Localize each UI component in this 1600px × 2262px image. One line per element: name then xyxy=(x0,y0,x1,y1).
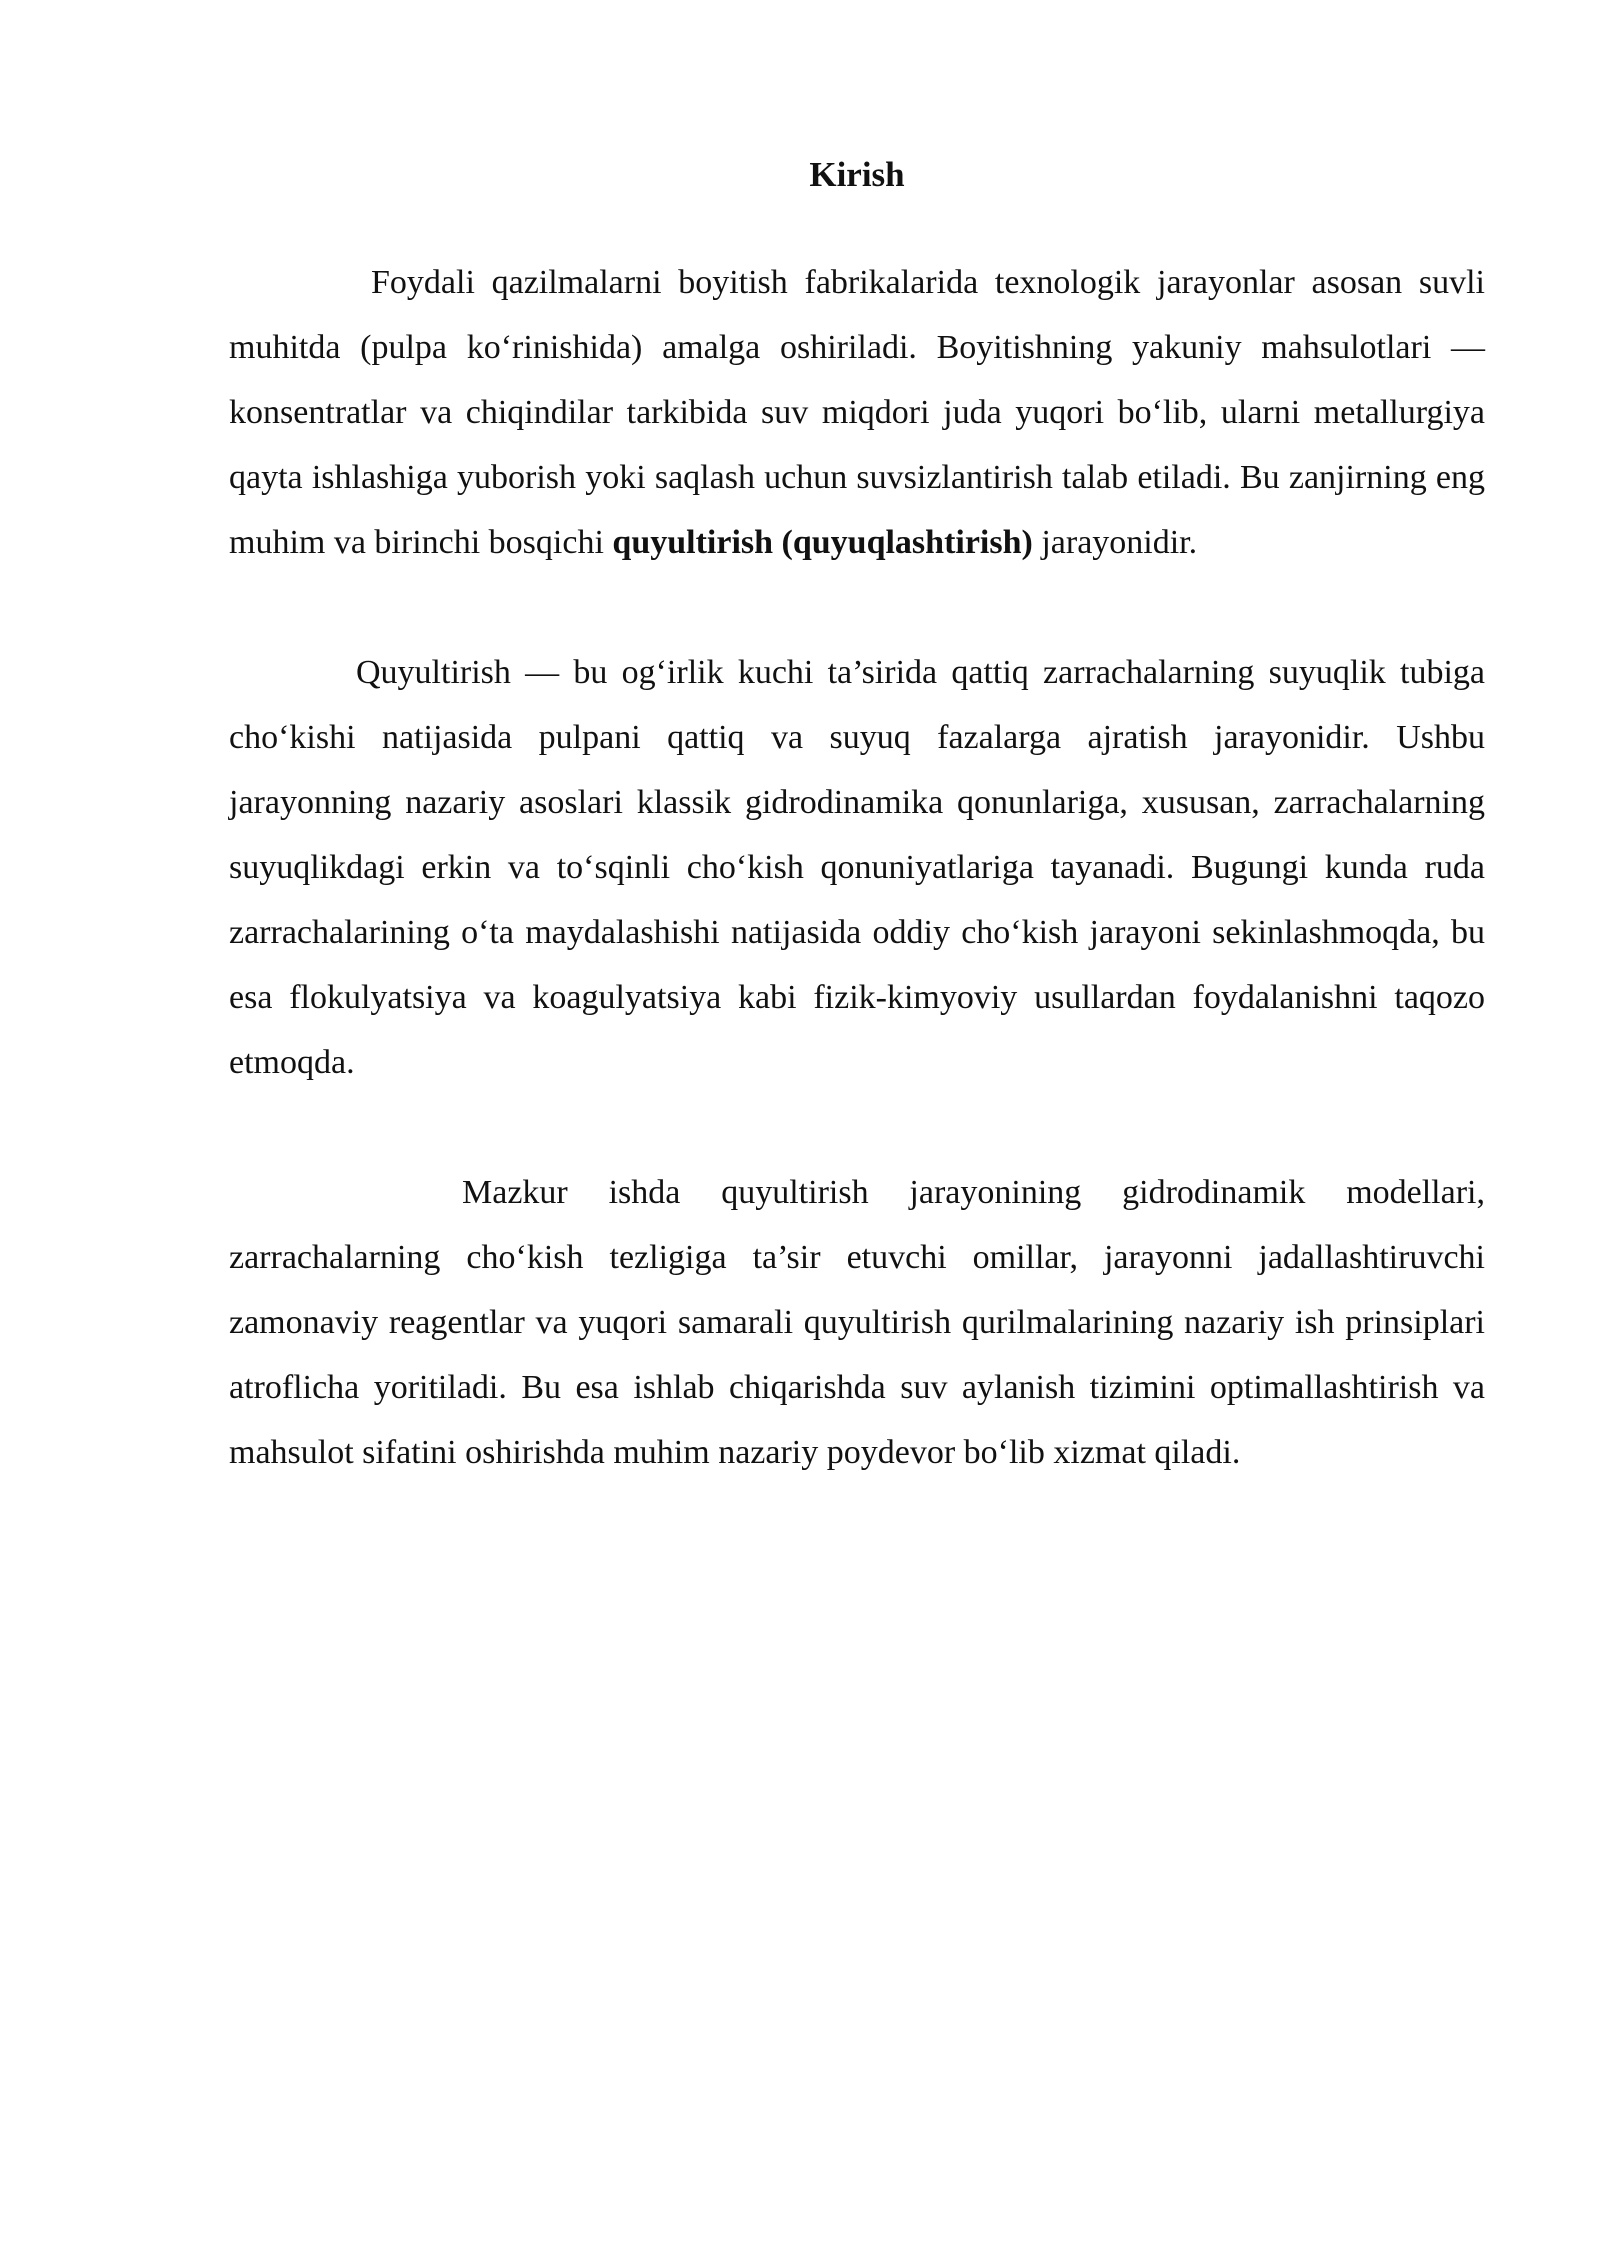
paragraph-1-bold-term: quyultirish (quyuqlashtirish) xyxy=(612,524,1033,561)
intro-paragraph-2: Quyultirish — bu og‘irlik kuchi ta’sirida qattiq zarrachalarning suyuqlik tubiga cho‘kishi natijasida pulpani qattiq va suyuq fazalarga ajratish jarayonidir. Ushbu jarayonning nazariy asoslari klassik gidrodinamika qonunlariga, xususan, zarrachalarning suyuqlikdagi erkin va to‘sqinli cho‘kish qonuniyatlariga tayanadi. Bugungi kunda ruda zarrachalarining o‘ta maydalashishi natijasida oddiy cho‘kish jarayoni sekinlashmoqda, bu esa flokulyatsiya va koagulyatsiya kabi fizik-kimyoviy usullardan foydalanishni taqozo etmoqda. xyxy=(229,654,1485,1081)
paragraph-1-text-after: jarayonidir. xyxy=(1041,524,1198,561)
paragraph-1-text-before: Foydali qazilmalarni boyitish fabrikalarida texnologik jarayonlar asosan suvli muhitda (pulpa ko‘rinishida) amalga oshiriladi. Boyitishning yakuniy mahsulotlari — konsentratlar va chiqindilar tarkibida suv miqdori juda yuqori bo‘lib, ularni metallurgiya qayta ishlashiga yuborish yoki saqlash uchun suvsizlantirish talab etiladi. Bu zanjirning eng muhim va birinchi bosqichi xyxy=(229,264,1485,561)
intro-paragraph-1 xyxy=(229,250,1485,575)
document-content xyxy=(229,145,1485,1550)
section-title: Kirish xyxy=(809,155,905,194)
intro-paragraph-3: Mazkur ishda quyultirish jarayonining gidrodinamik modellari, zarrachalarning cho‘kish tezligiga ta’sir etuvchi omillar, jarayonni jadallashtiruvchi zamonaviy reagentlar va yuqori samarali quyultirish qurilmalarining nazariy ish prinsiplari atroflicha yoritiladi. Bu esa ishlab chiqarishda suv aylanish tizimini optimallashtirish va mahsulot sifatini oshirishda muhim nazariy poydevor bo‘lib xizmat qiladi. xyxy=(229,1174,1485,1471)
